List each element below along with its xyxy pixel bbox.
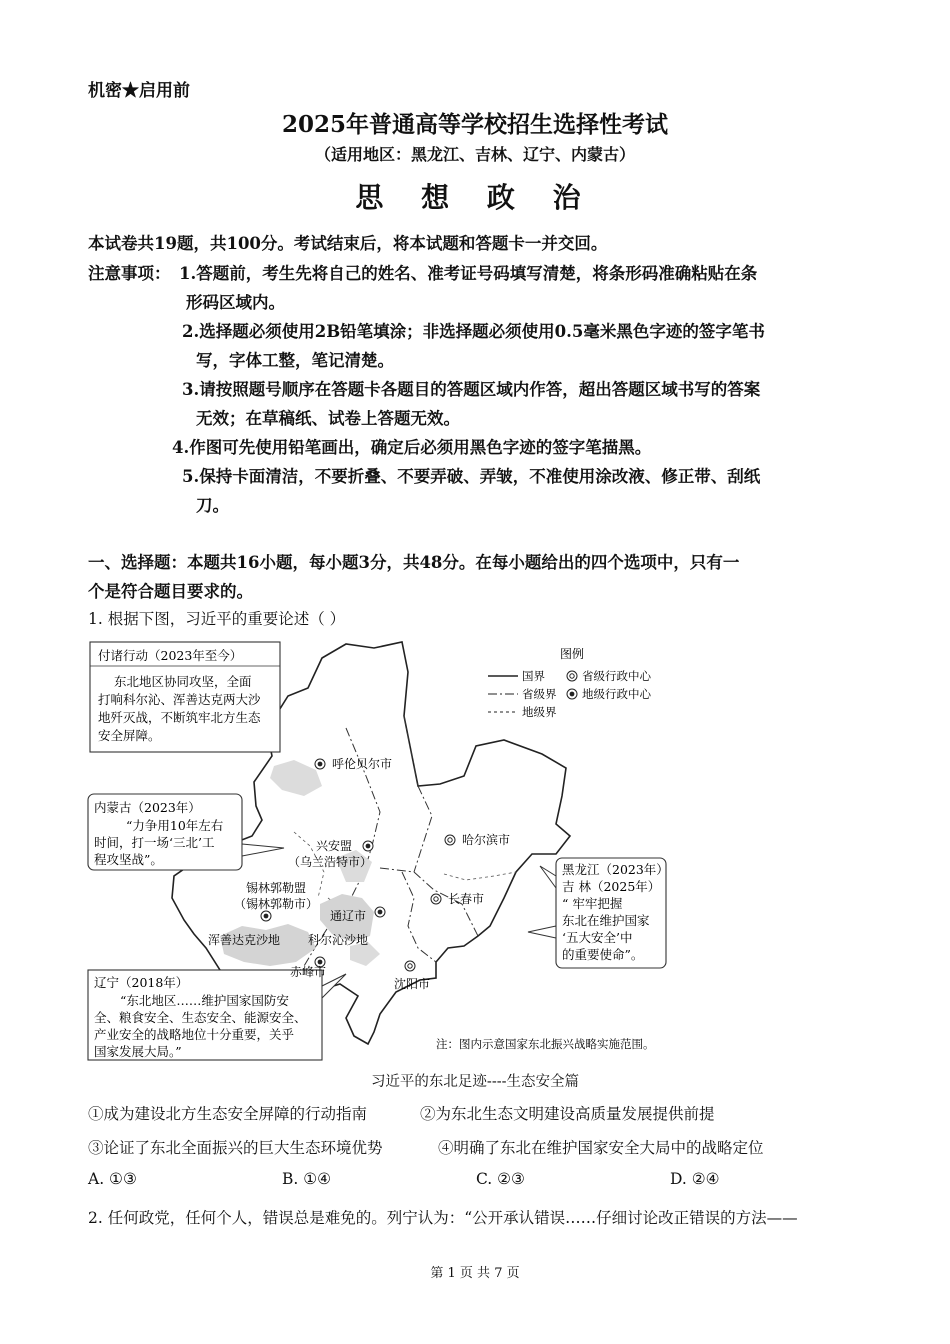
city-label-xilingol: 锡林郭勒盟 bbox=[246, 881, 307, 895]
section1-heading-cont: 个是符合题目要求的。 bbox=[88, 582, 253, 601]
city-marker-hulunbuir bbox=[315, 759, 325, 769]
page-footer: 第 1 页 共 7 页 bbox=[430, 1266, 520, 1281]
instruction-item-3: 3.请按照题号顺序在答题卡各题目的答题区域内作答，超出答题区域书写的答案 bbox=[182, 380, 761, 399]
q2-stem: 2. 任何政党，任何个人，错误总是难免的。列宁认为：“公开承认错误……仔细讨论改正错误的方法—— bbox=[88, 1209, 798, 1227]
inner-mongolia-line: 程攻坚战”。 bbox=[94, 852, 163, 867]
liaoning-title: 辽宁（2018年） bbox=[94, 975, 189, 990]
exam-regions: （适用地区：黑龙江、吉林、辽宁、内蒙古） bbox=[314, 145, 635, 164]
instruction-item-3-cont: 无效；在草稿纸、试卷上答题无效。 bbox=[196, 409, 460, 428]
action-box-line: 东北地区协同攻坚，全面 bbox=[114, 674, 252, 689]
liaoning-line: 全、粮食安全、生态安全、能源安全、 bbox=[94, 1010, 307, 1025]
city-label-harbin: 哈尔滨市 bbox=[462, 833, 511, 847]
instructions-intro: 本试卷共19题，共100分。考试结束后，将本试题和答题卡一并交回。 bbox=[88, 234, 608, 253]
city-label-ulanhot: （乌兰浩特市） bbox=[288, 855, 373, 869]
action-box-line: 地歼灭战，不断筑牢北方生态 bbox=[98, 710, 261, 725]
liaoning-line: 产业安全的战略地位十分重要，关乎 bbox=[94, 1027, 295, 1042]
city-marker-xilingol bbox=[261, 911, 271, 921]
inner-mongolia-title: 内蒙古（2023年） bbox=[94, 800, 201, 815]
liaoning-line: 国家发展大局。” bbox=[94, 1044, 182, 1059]
subject-title: 思 想 政 治 bbox=[355, 181, 595, 214]
city-marker-harbin bbox=[445, 835, 455, 845]
city-marker-xinganmeng bbox=[363, 841, 373, 851]
city-marker-tongliao bbox=[375, 907, 385, 917]
jilin-title: 吉 林（2025年） bbox=[562, 879, 661, 894]
q1-map-figure bbox=[84, 636, 674, 1066]
instruction-item-1: 1.答题前，考生先将自己的姓名、准考证号码填写清楚，将条形码准确粘贴在条 bbox=[179, 264, 758, 283]
inner-mongolia-line: “力争用10年左右 bbox=[126, 818, 224, 833]
city-label-xinganmeng: 兴安盟 bbox=[316, 839, 353, 853]
legend-province-center: 省级行政中心 bbox=[582, 669, 651, 683]
instruction-item-1-cont: 形码区域内。 bbox=[186, 293, 285, 312]
q1-statement-1: ①成为建设北方生态安全屏障的行动指南 bbox=[88, 1105, 368, 1123]
instructions-label: 注意事项： bbox=[88, 264, 171, 283]
instruction-item-5-cont: 刀。 bbox=[196, 496, 229, 515]
instruction-item-2-cont: 写，字体工整，笔记清楚。 bbox=[196, 351, 394, 370]
heilongjiang-title: 黑龙江（2023年） bbox=[562, 862, 669, 877]
q1-figure-caption: 习近平的东北足迹----生态安全篇 bbox=[370, 1074, 580, 1090]
city-label-changchun: 长春市 bbox=[448, 892, 485, 906]
action-box-line: 安全屏障。 bbox=[98, 728, 161, 743]
map-note: 注：图内示意国家东北振兴战略实施范围。 bbox=[436, 1037, 655, 1051]
action-box-title: 付诸行动（2023年至今） bbox=[98, 648, 243, 663]
city-label-chifeng: 赤峰市 bbox=[290, 965, 327, 979]
liaoning-line: “东北地区……维护国家国防安 bbox=[120, 993, 289, 1008]
legend-provincial: 省级界 bbox=[522, 687, 557, 701]
q1-option-d[interactable]: D. ②④ bbox=[670, 1170, 720, 1188]
q1-stem: 1. 根据下图，习近平的重要论述（ ） bbox=[88, 610, 346, 628]
city-label-tongliao: 通辽市 bbox=[330, 909, 367, 923]
city-marker-shenyang bbox=[405, 961, 415, 971]
instruction-item-4: 4.作图可先使用铅笔画出，确定后必须用黑色字迹的签字笔描黑。 bbox=[172, 438, 652, 457]
q1-option-a[interactable]: A. ①③ bbox=[88, 1170, 137, 1188]
city-label-hulunbuir: 呼伦贝尔市 bbox=[332, 757, 393, 771]
legend-prefecture-center: 地级行政中心 bbox=[582, 687, 651, 701]
heilongjiang-jilin-line: 的重要使命”。 bbox=[562, 947, 644, 962]
q1-option-c[interactable]: C. ②③ bbox=[476, 1170, 525, 1188]
q1-statement-4: ④明确了东北在维护国家安全大局中的战略定位 bbox=[438, 1139, 764, 1157]
legend-prefecture: 地级界 bbox=[522, 705, 557, 719]
heilongjiang-jilin-line: ‘五大安全’中 bbox=[562, 930, 633, 945]
city-marker-changchun bbox=[431, 894, 441, 904]
heilongjiang-jilin-line: 东北在维护国家 bbox=[562, 913, 650, 928]
section1-heading: 一、选择题：本题共16小题，每小题3分，共48分。在每小题给出的四个选项中，只有一 bbox=[88, 553, 740, 572]
legend-title: 图例 bbox=[560, 647, 585, 661]
q1-option-b[interactable]: B. ①④ bbox=[282, 1170, 332, 1188]
instruction-item-2: 2.选择题必须使用2B铅笔填涂；非选择题必须使用0.5毫米黑色字迹的签字笔书 bbox=[182, 322, 765, 341]
inner-mongolia-line: 时间，打一场‘三北’工 bbox=[94, 835, 215, 850]
confidential-mark: 机密★启用前 bbox=[88, 81, 190, 101]
exam-title: 2025年普通高等学校招生选择性考试 bbox=[281, 111, 668, 138]
action-box-line: 打响科尔沁、浑善达克两大沙 bbox=[98, 692, 261, 707]
q1-statement-3: ③论证了东北全面振兴的巨大生态环境优势 bbox=[88, 1139, 383, 1157]
q1-statement-2: ②为东北生态文明建设高质量发展提供前提 bbox=[420, 1105, 715, 1123]
city-label-shenyang: 沈阳市 bbox=[394, 977, 431, 991]
city-label-xilinhot: （锡林郭勒市） bbox=[234, 897, 319, 911]
legend-national: 国界 bbox=[522, 669, 545, 683]
instruction-item-5: 5.保持卡面清洁，不要折叠、不要弄破、弄皱，不准使用涂改液、修正带、刮纸 bbox=[182, 467, 761, 486]
desert-label-horqin: 科尔沁沙地 bbox=[308, 933, 369, 947]
heilongjiang-jilin-line: “ 牢牢把握 bbox=[562, 896, 623, 911]
desert-label-hunshandake: 浑善达克沙地 bbox=[208, 933, 281, 947]
